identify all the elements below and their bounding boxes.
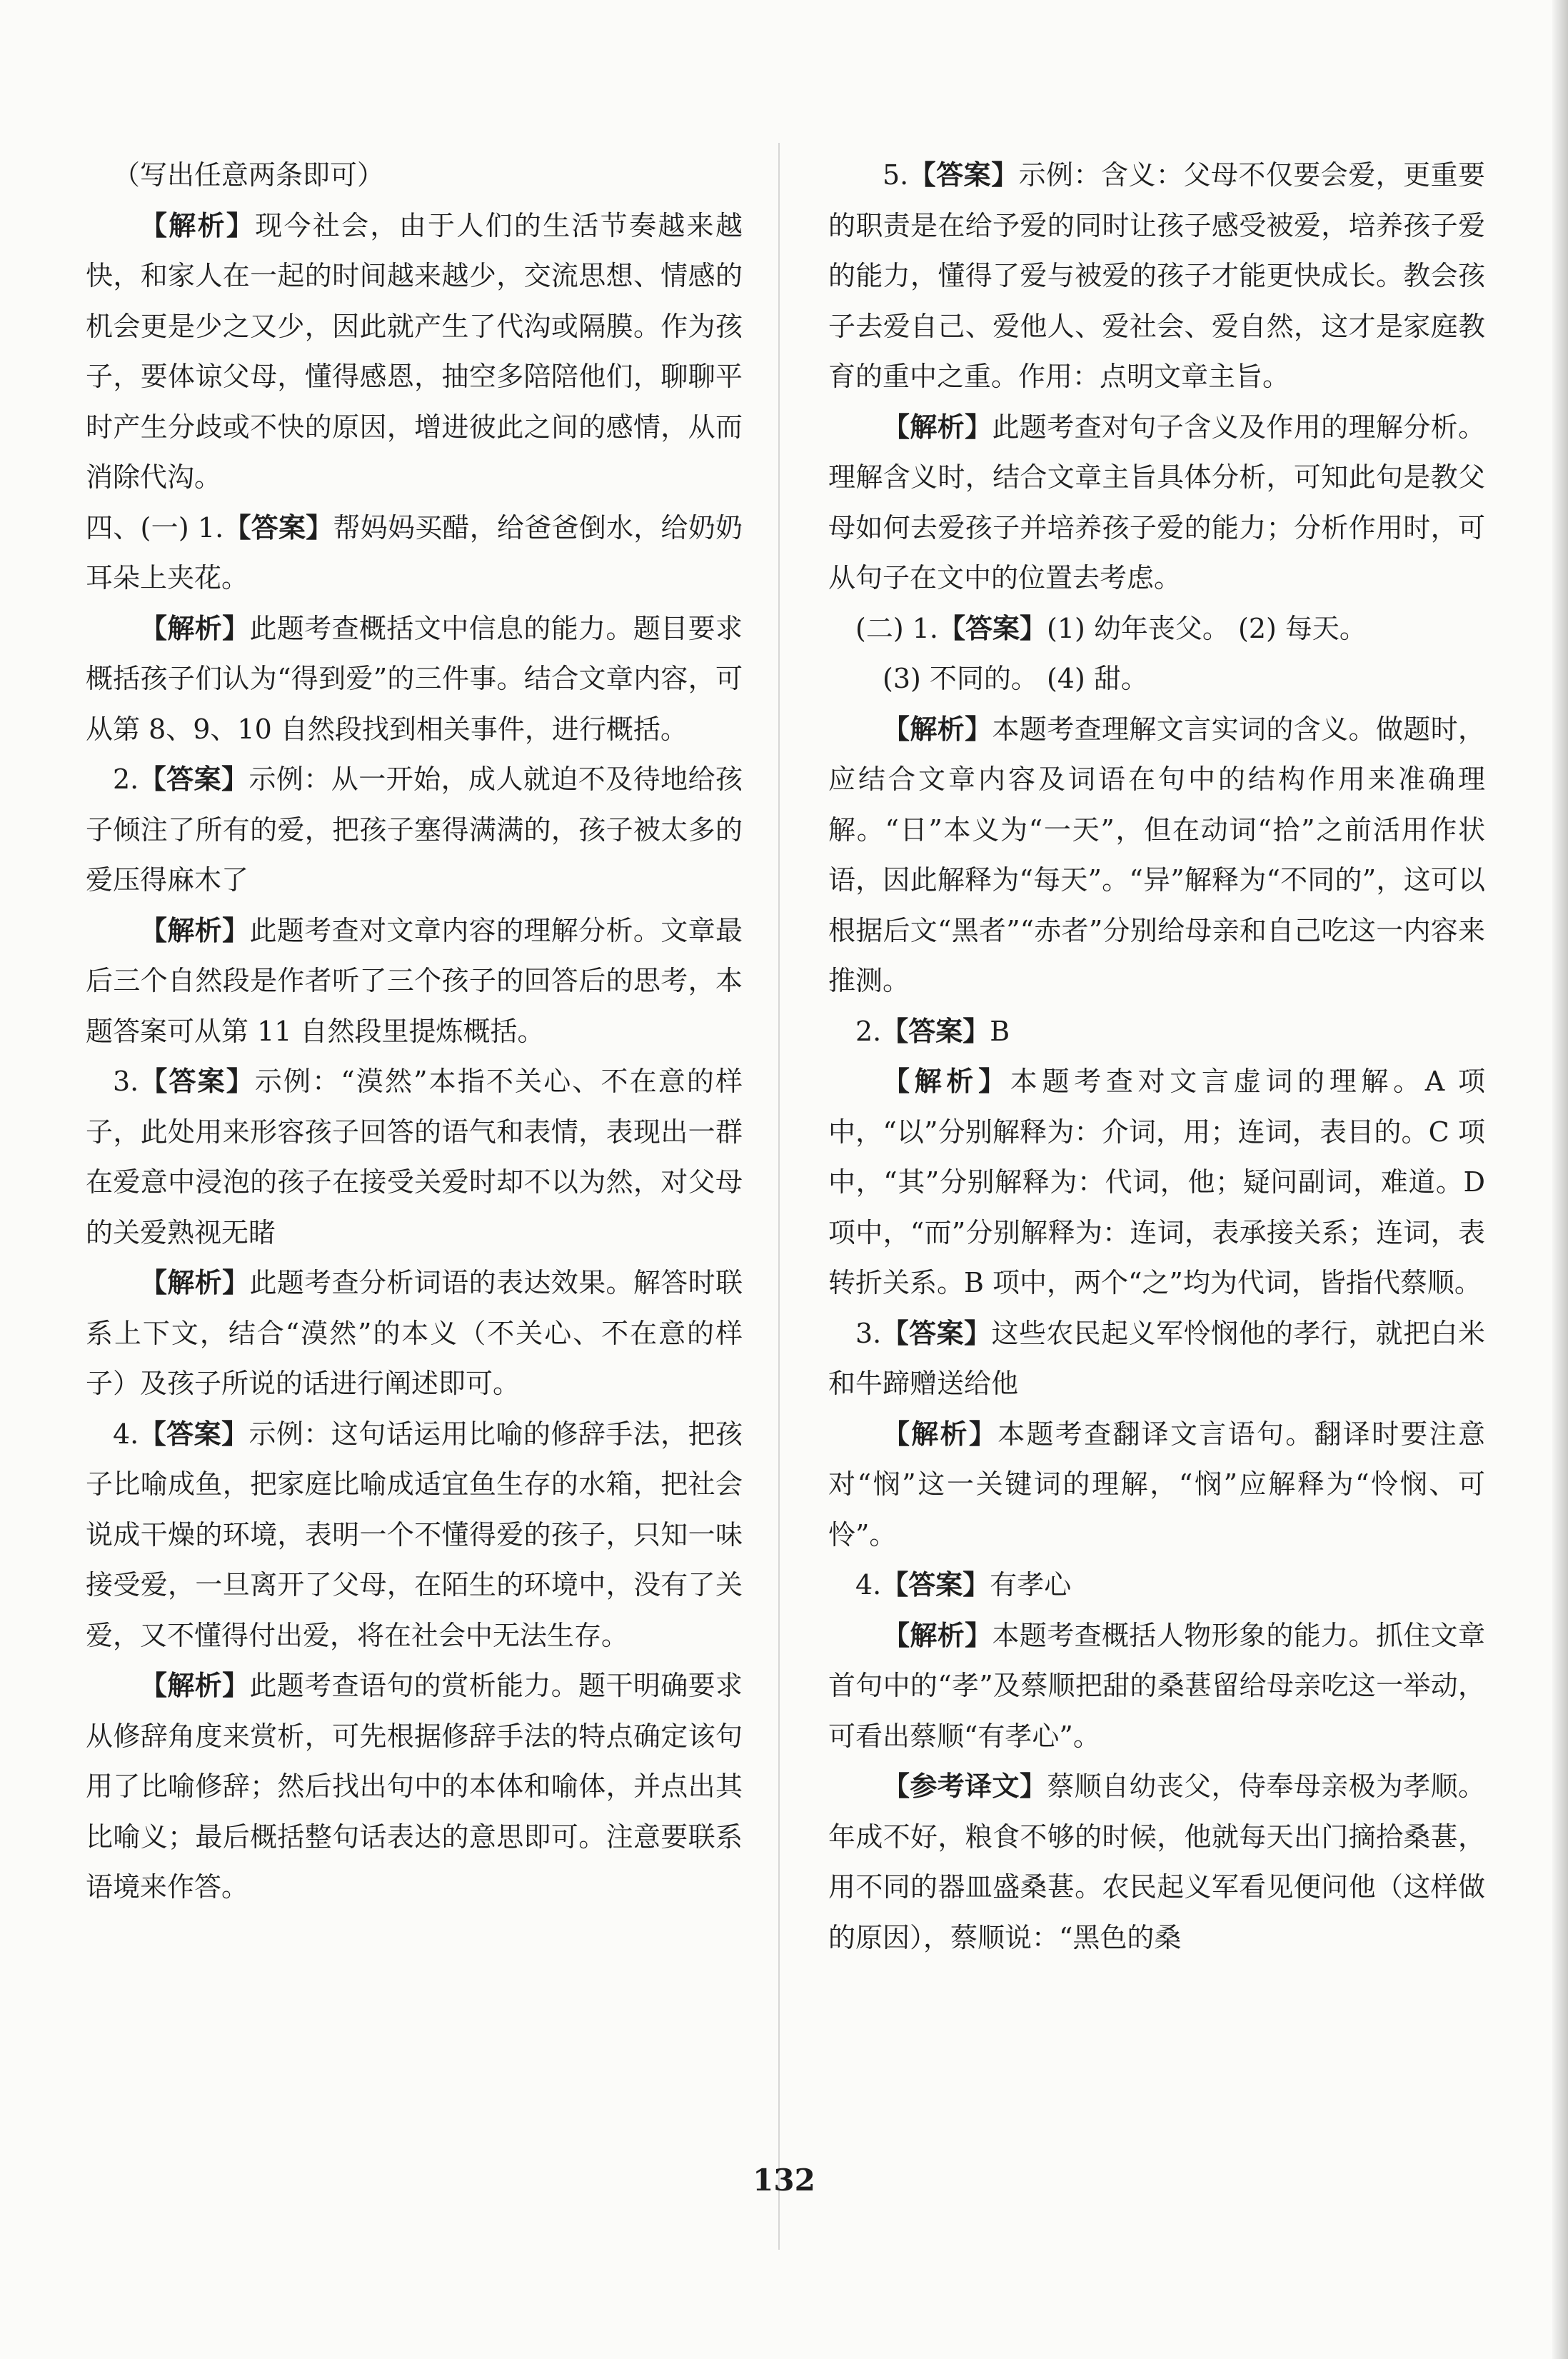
paragraph-text: 现今社会，由于人们的生活节奏越来越快，和家人在一起的时间越来越少，交流思想、情感的机会更是少之又少，因此就产生了代沟或隔膜。作为孩子，要体谅父母，懂得感恩，抽空多陪陪他们，聊聊平时产生分歧或不快的原因，增进彼此之间的感情，从而消除代沟。	[86, 209, 743, 493]
paragraph-text: 本题考查概括人物形象的能力。抓住文章首句中的“孝”及蔡顺把甜的桑葚留给母亲吃这一举动，可看出蔡顺“有孝心”。	[828, 1619, 1485, 1752]
label-tag: 【解析】	[883, 713, 992, 745]
label-tag: 【答案】	[139, 763, 249, 795]
paragraph-text: 示例：含义：父母不仅要会爱，更重要的职责是在给予爱的同时让孩子感受被爱，培养孩子爱的能力，懂得了爱与被爱的孩子才能更快成长。教会孩子去爱自己、爱他人、爱社会、爱自然，这才是家庭教育的重中之重。作用：点明文章主旨。	[828, 159, 1485, 392]
left-column	[86, 150, 743, 1913]
label-tag: 【答案】	[223, 511, 333, 544]
paragraph-text: （写出任意两条即可）	[113, 159, 385, 191]
right-paragraph	[828, 1560, 1485, 1611]
right-paragraph	[828, 1761, 1485, 1963]
label-tag: 【解析】	[140, 209, 256, 241]
label-tag: 【解析】	[140, 612, 250, 644]
left-paragraph	[86, 603, 743, 755]
paragraph-text: 蔡顺自幼丧父，侍奉母亲极为孝顺。年成不好，粮食不够的时候，他就每天出门摘拾桑葚，用不同的器皿盛桑葚。农民起义军看见便问他（这样做的原因），蔡顺说：“黑色的桑	[828, 1770, 1485, 1953]
paragraph-text: 此题考查概括文中信息的能力。题目要求概括孩子们认为“得到爱”的三件事。结合文章内容，可从第 8、9、10 自然段找到相关事件，进行概括。	[86, 612, 743, 745]
left-paragraph	[86, 906, 743, 1057]
right-paragraph	[828, 1056, 1485, 1308]
page-edge-shadow	[1552, 0, 1568, 2359]
page-number: 132	[753, 2163, 815, 2198]
paragraph-text: 本题考查对文言虚词的理解。A 项中，“以”分别解释为：介词，用；连词，表目的。C 项中，“其”分别解释为：代词，他；疑问副词，难道。D 项中，“而”分别解释为：连词，表承接关系；连词，表转折关系。B 项中，两个“之”均为代词，皆指代蔡顺。	[828, 1066, 1485, 1298]
question-number: 四、(一) 1.	[86, 511, 224, 544]
paragraph-text: 示例：从一开始，成人就迫不及待地给孩子倾注了所有的爱，把孩子塞得满满的，孩子被太多的爱压得麻木了	[86, 763, 743, 896]
label-tag: 【解析】	[883, 1066, 1010, 1097]
right-paragraph	[828, 1006, 1485, 1057]
right-paragraph	[828, 1308, 1485, 1409]
paragraph-text: (1) 幼年丧父。 (2) 每天。	[1047, 612, 1367, 644]
right-paragraph	[828, 1611, 1485, 1762]
paragraph-text: 示例：“漠然”本指不关心、不在意的样子，此处用来形容孩子回答的语气和表情，表现出一群在爱意中浸泡的孩子在接受关爱时却不以为然，对父母的关爱熟视无睹	[86, 1066, 743, 1248]
question-number: 2.	[113, 763, 139, 795]
label-tag: 【答案】	[139, 1066, 255, 1097]
label-tag: 【答案】	[881, 1317, 992, 1349]
label-tag: 【答案】	[139, 1418, 249, 1450]
label-tag: 【参考译文】	[883, 1770, 1047, 1802]
right-paragraph	[828, 1409, 1485, 1561]
left-paragraph	[86, 1409, 743, 1661]
label-tag: 【解析】	[140, 1267, 250, 1298]
right-paragraph	[828, 704, 1485, 1006]
left-paragraph	[86, 503, 743, 603]
question-number: 3.	[855, 1317, 882, 1349]
label-tag: 【答案】	[881, 1569, 990, 1601]
left-paragraph	[86, 1056, 743, 1258]
left-paragraph	[86, 1661, 743, 1913]
paragraph-text: B	[990, 1015, 1010, 1047]
left-paragraph	[86, 1258, 743, 1409]
label-tag: 【解析】	[883, 1619, 992, 1651]
right-paragraph	[828, 150, 1485, 402]
right-paragraph	[828, 603, 1485, 654]
question-number: 3.	[113, 1066, 139, 1097]
label-tag: 【答案】	[938, 612, 1047, 644]
label-tag: 【答案】	[881, 1015, 990, 1047]
paragraph-text: 本题考查翻译文言语句。翻译时要注意对“悯”这一关键词的理解，“悯”应解释为“怜悯、可怜”。	[828, 1418, 1485, 1551]
left-paragraph	[86, 201, 743, 503]
question-number: 5.	[883, 159, 909, 191]
paragraph-text: 本题考查理解文言实词的含义。做题时，应结合文章内容及词语在句中的结构作用来准确理解。“日”本义为“一天”，但在动词“拾”之前活用作状语，因此解释为“每天”。“异”解释为“不同的”，这可以根据后文“黑者”“赤者”分别给母亲和自己吃这一内容来推测。	[828, 713, 1485, 996]
paragraph-text: 此题考查对文章内容的理解分析。文章最后三个自然段是作者听了三个孩子的回答后的思考，本题答案可从第 11 自然段里提炼概括。	[86, 914, 743, 1047]
paragraph-text: (3) 不同的。 (4) 甜。	[883, 663, 1148, 694]
left-paragraph	[86, 754, 743, 906]
label-tag: 【解析】	[140, 1670, 250, 1701]
question-number: (二) 1.	[855, 612, 938, 644]
paragraph-text: 此题考查语句的赏析能力。题干明确要求从修辞角度来赏析，可先根据修辞手法的特点确定该句用了比喻修辞；然后找出句中的本体和喻体，并点出其比喻义；最后概括整句话表达的意思即可。注意要联系语境来作答。	[86, 1670, 743, 1903]
label-tag: 【解析】	[883, 1418, 998, 1450]
question-number: 2.	[855, 1015, 882, 1047]
paragraph-text: 示例：这句话运用比喻的修辞手法，把孩子比喻成鱼，把家庭比喻成适宜鱼生存的水箱，把社会说成干燥的环境，表明一个不懂得爱的孩子，只知一味接受爱，一旦离开了父母，在陌生的环境中，没有了关爱，又不懂得付出爱，将在社会中无法生存。	[86, 1418, 743, 1651]
paragraph-text: 帮妈妈买醋，给爸爸倒水，给奶奶耳朵上夹花。	[86, 511, 743, 593]
label-tag: 【解析】	[883, 411, 992, 443]
paragraph-text: 此题考查对句子含义及作用的理解分析。理解含义时，结合文章主旨具体分析，可知此句是教父母如何去爱孩子并培养孩子爱的能力；分析作用时，可从句子在文中的位置去考虑。	[828, 411, 1485, 593]
question-number: 4.	[113, 1418, 139, 1450]
label-tag: 【答案】	[908, 159, 1019, 191]
right-paragraph	[828, 653, 1485, 704]
right-column	[828, 150, 1485, 1963]
question-number: 4.	[855, 1569, 882, 1601]
paragraph-text: 此题考查分析词语的表达效果。解答时联系上下文，结合“漠然”的本义（不关心、不在意的样子）及孩子所说的话进行阐述即可。	[86, 1267, 743, 1399]
label-tag: 【解析】	[140, 914, 250, 946]
right-paragraph	[828, 402, 1485, 603]
column-divider	[778, 143, 780, 2250]
paragraph-text: 这些农民起义军怜悯他的孝行，就把白米和牛蹄赠送给他	[828, 1317, 1485, 1399]
left-paragraph	[86, 150, 743, 201]
paragraph-text: 有孝心	[990, 1569, 1072, 1601]
